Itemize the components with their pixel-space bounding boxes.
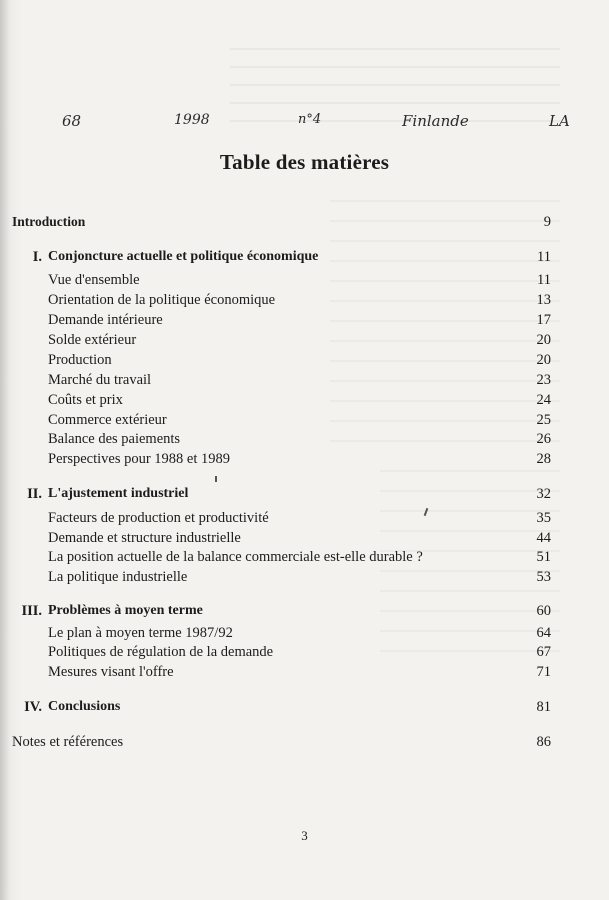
toc-item[interactable] (0, 623, 609, 643)
toc-entry-page: 9 (543, 214, 551, 230)
section-page: 81 (536, 699, 551, 715)
handwritten-note: n°4 (298, 112, 322, 127)
toc-entry-notes[interactable] (0, 732, 609, 752)
section-title: L'ajustement industriel (48, 486, 189, 501)
section-title: Problèmes à moyen terme (48, 603, 203, 618)
section-numeral: III. (21, 603, 42, 619)
toc-item[interactable] (0, 390, 609, 410)
toc-item-page: 28 (536, 451, 551, 467)
page-title: Table des matières (219, 150, 390, 174)
toc-item-page: 11 (537, 272, 551, 288)
section-page: 60 (536, 603, 551, 619)
toc-item[interactable] (0, 662, 609, 682)
toc-item-page: 64 (536, 625, 551, 641)
toc-item-label: Marché du travail (48, 372, 152, 388)
toc-entry-label: Introduction (12, 214, 86, 229)
handwritten-note: Finlande (402, 112, 469, 130)
toc-item-label: Perspectives pour 1988 et 1989 (48, 451, 231, 467)
toc-item-page: 20 (536, 352, 551, 368)
toc-item-label: Solde extérieur (48, 332, 137, 348)
toc-item-label: La position actuelle de la balance commerciale est-elle durable ? (48, 549, 423, 565)
toc-entry-introduction[interactable] (0, 212, 609, 232)
toc-item-page: 53 (536, 569, 551, 585)
toc-item-page: 25 (536, 412, 551, 428)
toc-item-page: 44 (536, 530, 551, 546)
toc-item[interactable] (0, 547, 609, 567)
toc-item[interactable] (0, 370, 609, 390)
toc-item-label: Mesures visant l'offre (48, 664, 174, 680)
toc-item-page: 17 (536, 312, 551, 328)
toc-item-label: Demande intérieure (48, 312, 163, 328)
toc-item-page: 67 (536, 644, 551, 660)
toc-item-page: 23 (536, 372, 551, 388)
toc-item[interactable] (0, 449, 609, 469)
toc-item[interactable] (0, 508, 609, 528)
toc-item-label: Vue d'ensemble (48, 272, 140, 288)
handwritten-note: 1998 (174, 112, 210, 128)
toc-item[interactable] (0, 350, 609, 370)
section-numeral: IV. (24, 699, 42, 715)
toc-item-page: 51 (536, 549, 551, 565)
toc-item[interactable] (0, 290, 609, 310)
toc-section-1[interactable] (0, 247, 609, 267)
toc-item[interactable] (0, 410, 609, 430)
toc-item[interactable] (0, 330, 609, 350)
section-numeral: II. (27, 486, 42, 502)
toc-item[interactable] (0, 270, 609, 290)
toc-item-label: Commerce extérieur (48, 412, 167, 428)
toc-item-page: 26 (536, 431, 551, 447)
section-page: 11 (537, 249, 551, 265)
toc-item[interactable] (0, 310, 609, 330)
pen-mark-decoration (215, 476, 217, 482)
toc-item-label: La politique industrielle (48, 569, 188, 585)
toc-item-label: Politiques de régulation de la demande (48, 644, 274, 660)
toc-item[interactable] (0, 429, 609, 449)
handwritten-note: 68 (62, 112, 82, 130)
toc-item-label: Demande et structure industrielle (48, 530, 241, 546)
toc-item-label: Balance des paiements (48, 431, 181, 447)
toc-item[interactable] (0, 567, 609, 587)
toc-entry-page: 86 (536, 734, 551, 750)
toc-item[interactable] (0, 642, 609, 662)
toc-item-label: Le plan à moyen terme 1987/92 (48, 625, 233, 641)
toc-section-2[interactable] (0, 484, 609, 504)
section-page: 32 (536, 486, 551, 502)
toc-item-page: 20 (536, 332, 551, 348)
toc-item-page: 13 (536, 292, 551, 308)
toc-item-page: 35 (536, 510, 551, 526)
toc-item-label: Production (48, 352, 112, 368)
toc-item[interactable] (0, 528, 609, 548)
toc-item-page: 24 (536, 392, 551, 408)
toc-item-label: Facteurs de production et productivité (48, 510, 269, 526)
toc-entry-label: Notes et références (12, 734, 124, 750)
toc-item-label: Coûts et prix (48, 392, 123, 408)
section-title: Conjoncture actuelle et politique économique (48, 249, 319, 264)
handwritten-note: LA (549, 112, 570, 130)
page-number: 3 (301, 828, 308, 843)
section-numeral: I. (32, 249, 42, 265)
toc-section-3[interactable] (0, 601, 609, 621)
toc-section-4[interactable] (0, 697, 609, 717)
show-through-decoration (230, 48, 560, 138)
section-title: Conclusions (48, 699, 121, 714)
toc-item-label: Orientation de la politique économique (48, 292, 276, 308)
toc-item-page: 71 (536, 664, 551, 680)
